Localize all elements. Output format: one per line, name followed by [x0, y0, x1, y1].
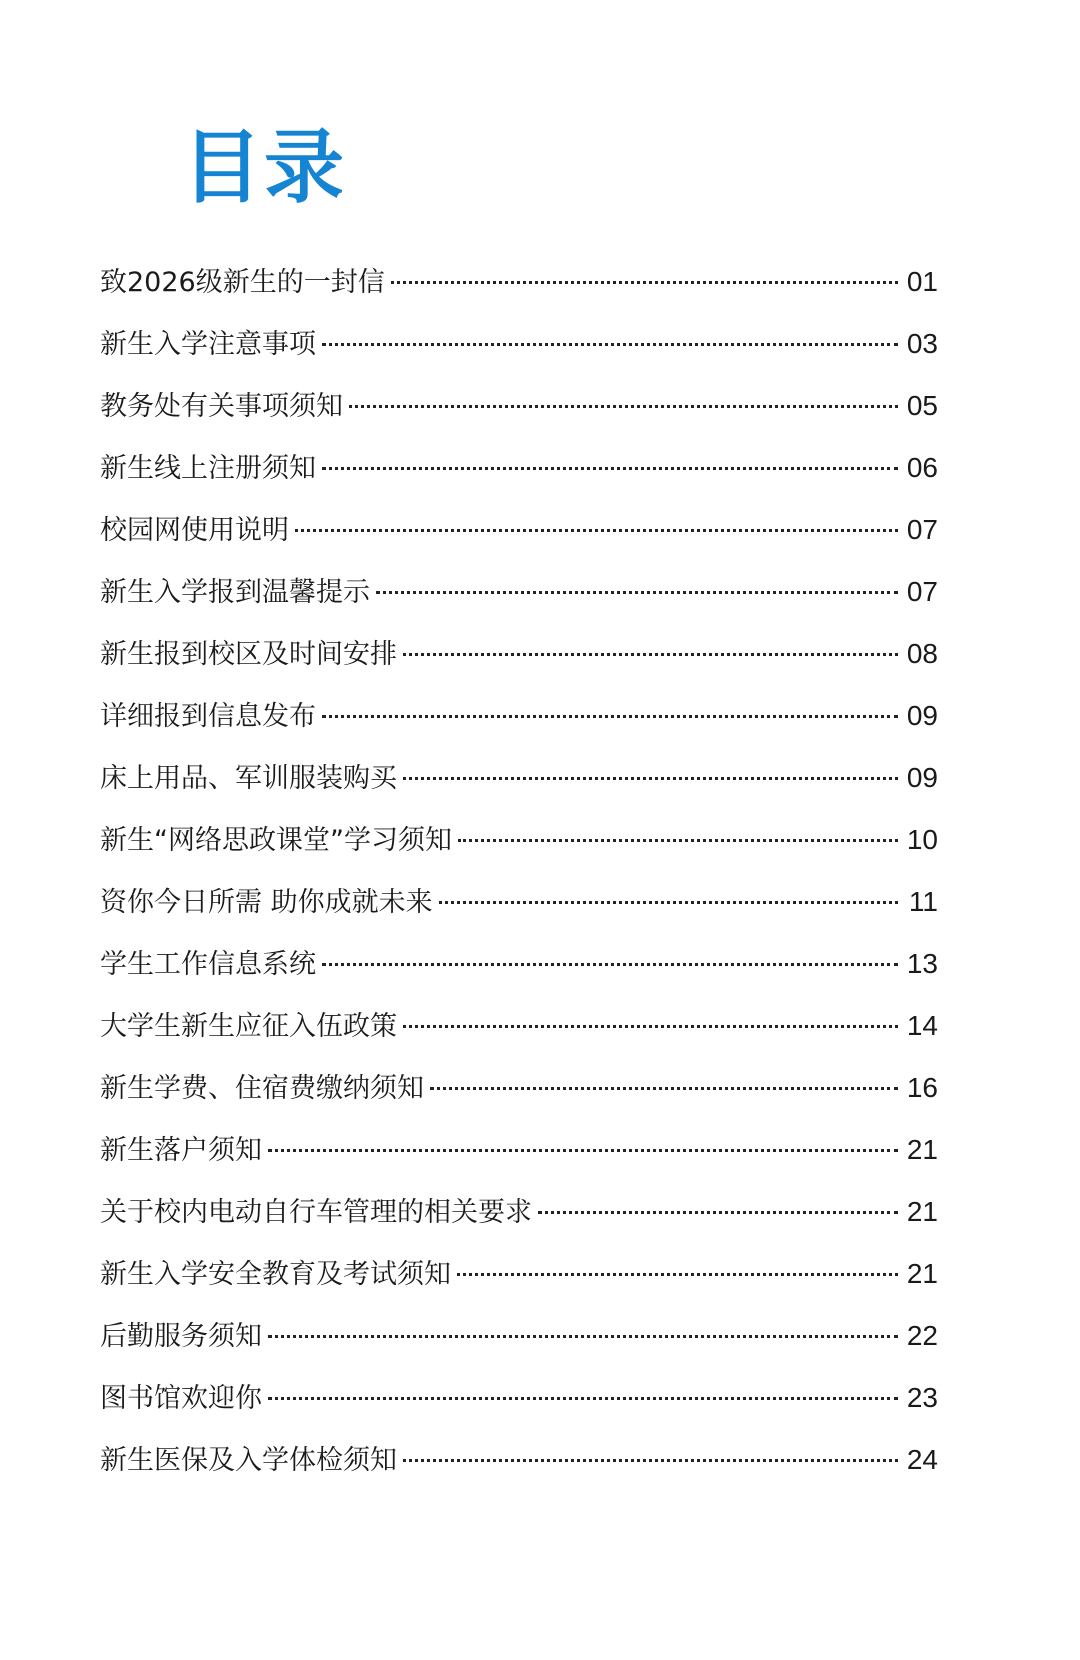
- toc-entry[interactable]: [100, 880, 938, 942]
- page-title: 目录: [182, 121, 346, 214]
- toc-entry-page-number: 23: [906, 1382, 938, 1413]
- toc-entry-page-number: 08: [906, 638, 938, 669]
- toc-entry[interactable]: [100, 1004, 938, 1066]
- toc-entry[interactable]: [100, 384, 938, 446]
- toc-entry-label: 新生入学安全教育及考试须知: [100, 1259, 451, 1290]
- toc-entry-page-number: 13: [906, 948, 938, 979]
- toc-entry[interactable]: [100, 508, 938, 570]
- toc-entry[interactable]: [100, 694, 938, 756]
- toc-entry-page-number: 21: [906, 1134, 938, 1165]
- toc-entry[interactable]: [100, 756, 938, 818]
- toc-entry-page-number: 09: [906, 700, 938, 731]
- toc-entry-page-number: 07: [906, 514, 938, 545]
- dot-leader: [403, 777, 898, 780]
- toc-entry-label: 大学生新生应征入伍政策: [100, 1011, 397, 1042]
- toc-entry[interactable]: [100, 1252, 938, 1314]
- toc-entry-page-number: 10: [906, 824, 938, 855]
- toc-entry-page-number: 06: [906, 452, 938, 483]
- toc-entry-label: 详细报到信息发布: [100, 701, 316, 732]
- toc-entry-label: 新生报到校区及时间安排: [100, 639, 397, 670]
- toc-entry-label: 新生入学注意事项: [100, 329, 316, 360]
- toc-entry-label: 新生学费、住宿费缴纳须知: [100, 1073, 424, 1104]
- dot-leader: [458, 839, 898, 842]
- toc-entry[interactable]: [100, 446, 938, 508]
- toc-entry[interactable]: [100, 1314, 938, 1376]
- toc-entry-page-number: 07: [906, 576, 938, 607]
- toc-entry-label: 校园网使用说明: [100, 515, 289, 546]
- toc-entry-label: 关于校内电动自行车管理的相关要求: [100, 1197, 532, 1228]
- dot-leader: [403, 1459, 898, 1462]
- dot-leader: [391, 281, 898, 284]
- toc-entry[interactable]: [100, 1066, 938, 1128]
- toc-entry-label: 图书馆欢迎你: [100, 1383, 262, 1414]
- dot-leader: [439, 901, 898, 904]
- toc-entry[interactable]: [100, 942, 938, 1004]
- toc-entry-label: 新生“网络思政课堂”学习须知: [100, 825, 452, 856]
- dot-leader: [349, 405, 898, 408]
- toc-entry-label: 学生工作信息系统: [100, 949, 316, 980]
- dot-leader: [322, 715, 898, 718]
- toc-entry-label: 新生入学报到温馨提示: [100, 577, 370, 608]
- toc-entry-label: 新生医保及入学体检须知: [100, 1445, 397, 1476]
- dot-leader: [322, 467, 898, 470]
- toc-entry-page-number: 16: [906, 1072, 938, 1103]
- toc-entry-page-number: 21: [906, 1196, 938, 1227]
- toc-entry-page-number: 09: [906, 762, 938, 793]
- toc-entry-label: 教务处有关事项须知: [100, 391, 343, 422]
- toc-entry-page-number: 24: [906, 1444, 938, 1475]
- toc-entry[interactable]: [100, 1376, 938, 1438]
- toc-entry-label: 后勤服务须知: [100, 1321, 262, 1352]
- toc-entry-label: 致2026级新生的一封信: [100, 267, 385, 298]
- dot-leader: [322, 963, 898, 966]
- toc-entry[interactable]: [100, 632, 938, 694]
- toc-entry-page-number: 01: [906, 266, 938, 297]
- toc-entry-page-number: 22: [906, 1320, 938, 1351]
- dot-leader: [322, 343, 898, 346]
- toc-entry-page-number: 14: [906, 1010, 938, 1041]
- toc-entry[interactable]: [100, 1190, 938, 1252]
- dot-leader: [403, 1025, 898, 1028]
- toc-entry[interactable]: [100, 570, 938, 632]
- toc-entry[interactable]: [100, 1128, 938, 1190]
- toc-entry-label: 床上用品、军训服装购买: [100, 763, 397, 794]
- dot-leader: [295, 529, 898, 532]
- dot-leader: [403, 653, 898, 656]
- toc-entry-page-number: 05: [906, 390, 938, 421]
- toc-list: [100, 260, 938, 1500]
- dot-leader: [538, 1211, 898, 1214]
- dot-leader: [268, 1335, 898, 1338]
- dot-leader: [457, 1273, 898, 1276]
- toc-entry[interactable]: [100, 322, 938, 384]
- toc-entry-label: 资你今日所需 助你成就未来: [100, 887, 433, 918]
- dot-leader: [268, 1397, 898, 1400]
- dot-leader: [430, 1087, 898, 1090]
- toc-entry-page-number: 11: [908, 886, 938, 917]
- toc-entry[interactable]: [100, 1438, 938, 1500]
- toc-entry-label: 新生线上注册须知: [100, 453, 316, 484]
- toc-entry-page-number: 21: [906, 1258, 938, 1289]
- dot-leader: [376, 591, 898, 594]
- toc-entry[interactable]: [100, 818, 938, 880]
- toc-entry[interactable]: [100, 260, 938, 322]
- toc-entry-page-number: 03: [906, 328, 938, 359]
- toc-entry-label: 新生落户须知: [100, 1135, 262, 1166]
- dot-leader: [268, 1149, 898, 1152]
